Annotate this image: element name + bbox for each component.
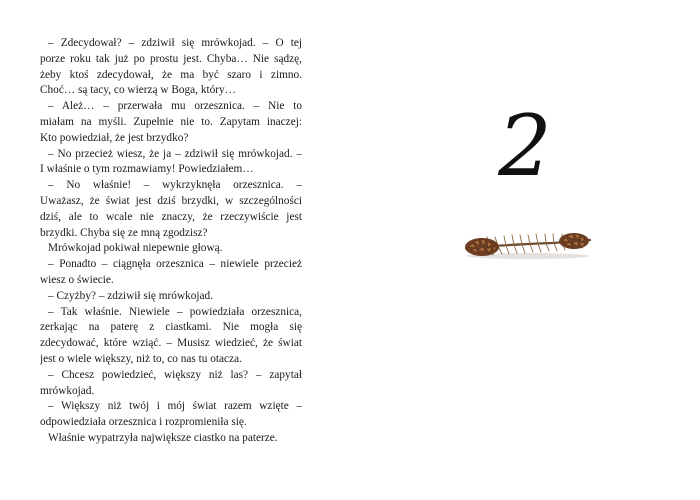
text-line: Kto powiedział, że jest brzydko?: [40, 131, 189, 144]
text-line: – No przecież wiesz, że ja – zdziwił się mrówkojad. –: [48, 147, 302, 160]
text-line: miałam na myśli. Zupełnie nie to. Zapytam inaczej:: [40, 115, 302, 128]
text-line: Choć… są tacy, co wierzą w Boga, który…: [40, 84, 236, 97]
text-line: zerkając na paterę z ciastkami. Nie mogła się: [40, 321, 302, 334]
text-line: – No właśnie! – wykrzyknęła orzesznica. –: [48, 179, 302, 192]
text-line: zdecydować, które wziąć. – Musisz wiedzieć, że świat: [40, 337, 302, 350]
chapter-number: 2: [498, 97, 552, 195]
text-line: I właśnie o tym rozmawiamy! Powiedziałem…: [40, 163, 254, 176]
text-line: żeby ktoś zdecydował, że ma być szaro i zimno.: [40, 68, 302, 81]
text-line: – Ponadto – ciągnęła orzesznica – niewiele przecież: [48, 258, 302, 271]
text-line: wiesz o świecie.: [40, 273, 114, 286]
text-line: – Zdecydował? – zdziwił się mrówkojad. – O tej: [48, 37, 302, 49]
text-line: porze roku tak już po prostu jest. Chyba… Nie sądzę,: [40, 52, 302, 65]
text-line: – Ależ… – przerwała mu orzesznica. – Nie to: [48, 100, 302, 113]
left-page-text: [40, 36, 302, 447]
text-line: Właśnie wypatrzyła największe ciastko na paterze.: [48, 431, 278, 444]
text-line: jest o wiele większy, niż to, co nas tu otacza.: [40, 352, 242, 365]
text-line: – Tak właśnie. Niewiele – powiedziała orzesznica,: [48, 305, 302, 318]
text-line: Uważasz, że świat jest dziś brzydki, w szczególności: [40, 194, 302, 207]
text-line: dziś, ale to wcale nie znaczy, że rzeczywiście jest: [40, 210, 302, 223]
text-line: – Chcesz powiedzieć, większy niż las? – zapytał: [48, 368, 302, 381]
text-line: odpowiedziała orzesznica i rozpromieniła się.: [40, 416, 247, 429]
text-line: – Większy niż twój i mój świat razem wzięte –: [48, 400, 302, 413]
text-line: brzydki. Chyba się ze mną zgodzisz?: [40, 226, 208, 239]
text-line: – Czyżby? – zdziwił się mrówkojad.: [48, 289, 214, 302]
right-page: [350, 0, 700, 500]
text-line: Mrówkojad pokiwał niepewnie głową.: [48, 242, 223, 255]
pine-branch-icon: [462, 222, 594, 266]
text-line: mrówkojad.: [40, 384, 95, 397]
